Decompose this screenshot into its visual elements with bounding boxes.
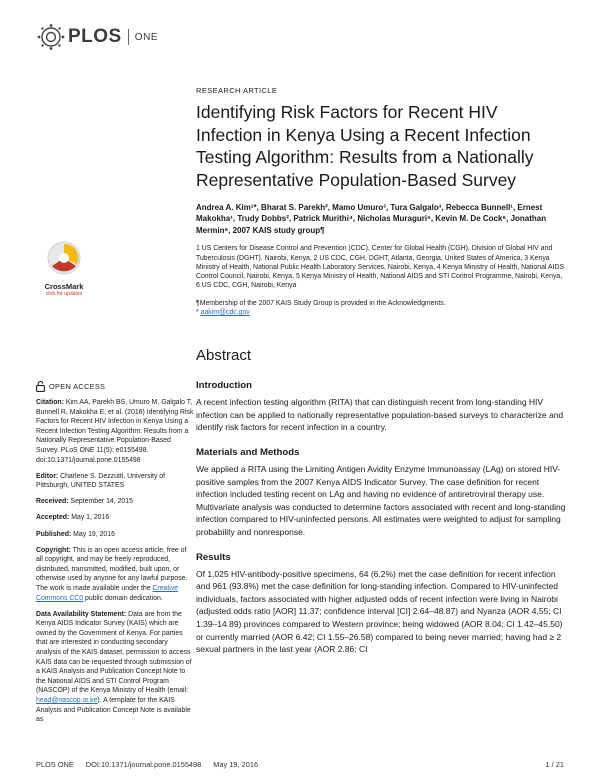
results-heading: Results (196, 551, 231, 563)
affiliations: 1 US Centers for Disease Control and Prevention (CDC), Center for Global Health (CGH), Division of Global HIV and Tuberculosis (DGHT), Nairobi, Kenya, 2 US CDC, CGH, DGHT, Atlanta, Georgia, United States of America, 3 Kenya Ministry of Health, National Public Health Laboratory Services, Nairobi, Kenya, 4 Kenya Ministry of Health, National AIDS Control Council, Nairobi, Kenya, 5 Kenya Ministry of Health, National AIDS and STI Control Programme, Nairobi, Kenya, 6 US CDC, CGH, Nairobi, Kenya (196, 245, 565, 290)
introduction-text: A recent infection testing algorithm (RITA) that can distinguish recent from long-standing HIV infection can be applied to nationally representative population-based surveys to characterize and identify risk factors for recent infection in a country. (196, 397, 564, 433)
article-main (196, 86, 566, 669)
email-marker: * (196, 309, 199, 316)
editor-label: Editor: (36, 472, 59, 480)
cc0-link[interactable]: Creative Commons CC0 (36, 585, 179, 602)
abstract-heading: Abstract (196, 347, 252, 365)
data-availability-text-end: ). A template for the KAIS Analysis and Publication Concept Note is available as (36, 697, 191, 724)
introduction-heading: Introduction (196, 380, 252, 392)
article-type: RESEARCH ARTICLE (196, 86, 278, 95)
crossmark-icon (46, 240, 82, 276)
unlock-icon (36, 381, 45, 392)
corresponding-email (196, 308, 566, 317)
data-availability-label: Data Availability Statement: (36, 610, 127, 618)
copyright-text: This is an open access article, free of all copyright, and may be freely reproduced, distributed, transmitted, modified, built upon, or otherwise used by anyone for any lawful purpose. The work is made available under the (36, 546, 188, 592)
footer-journal: PLOS ONE (36, 760, 74, 769)
received-text: September 14, 2015 (70, 498, 133, 506)
accepted-label: Accepted: (36, 514, 70, 522)
editor-text: Charlene S. Dezzutti, University of Pittsburgh, UNITED STATES (36, 472, 166, 490)
author-list: Andrea A. Kim¹*, Bharat S. Parekh², Mamo Umuro³, Tura Galgalo³, Rebecca Bunnell¹, Ernest Makokha¹, Trudy Dobbs², Patrick Murithi⁴, Nicholas Muraguri⁵, Kevin M. De Cock⁶, Jonathan Mermin⁶, 2007 KAIS study group¶ (196, 203, 547, 235)
received-block (36, 497, 194, 507)
methods-text: We applied a RITA using the Limiting Antigen Avidity Enzyme Immunoassay (LAg) on stored HIV-positive samples from the 2007 Kenya AIDS Indicator Survey. The case definition for recent infection included testing recent on LAg and having no evidence of antiretroviral therapy use. Multivariate analysis was conducted to determine factors associated with recent and long-standing infection compared to HIV-uninfected persons. All estimates were weighted to adjust for sampling probability and nonresponse. (196, 464, 566, 538)
data-availability-block (36, 610, 194, 725)
received-label: Received: (36, 498, 69, 506)
article-title: Identifying Risk Factors for Recent HIV Infection in Kenya Using a Recent Infection Testing Algorithm: Results from a Nationally Representative Population-Based Survey (196, 102, 534, 190)
plos-dots-icon (36, 24, 66, 50)
logo-divider (128, 29, 129, 45)
accepted-text: May 1, 2016 (71, 514, 110, 522)
author-notes (196, 299, 566, 318)
open-access-label: OPEN ACCESS (49, 381, 106, 391)
logo-wordmark: PLOS (68, 26, 122, 47)
sidebar (36, 382, 194, 731)
open-access-badge (36, 381, 194, 392)
crossmark-badge[interactable] (40, 240, 88, 297)
footer-date: May 19, 2016 (213, 760, 259, 769)
plos-logo[interactable] (36, 22, 158, 52)
journal-name: ONE (134, 31, 159, 43)
citation-label: Citation: (36, 399, 64, 406)
published-block (36, 530, 194, 540)
copyright-block (36, 546, 194, 604)
crossmark-label: CrossMark (44, 282, 84, 291)
nascop-email-link[interactable]: head@nascop.or.ke (36, 697, 98, 705)
accepted-block (36, 513, 194, 523)
data-availability-text: Data are from the Kenya AIDS Indicator Survey (KAIS) which are owned by the Government of Kenya. For parties that are interested in conducting secondary analysis of the KAIS dataset, permission to access KAIS data can be requested through submission of a KAIS Analysis and Publication Concept Note to the National AIDS and STI Control Program (NASCOP) of the Kenya Ministry of Health (email: (36, 610, 192, 695)
published-text: May 19, 2016 (73, 530, 115, 538)
copyright-text-end: public domain dedication. (85, 594, 163, 602)
page-number: 1 / 21 (545, 760, 564, 769)
email-link[interactable]: aakim@cdc.gov (200, 309, 250, 316)
citation-text: Kim AA, Parekh BS, Umuro M, Galgalo T, Bunnell R, Makokha E, et al. (2016) Identifying Risk Factors for Recent HIV Infection in Kenya Using a Recent Infection Testing Algorithm: Results from a Nationally Representative Population-Based Survey. PLoS ONE 11(5): e0155498. doi:10.1371/journal.pone.0155498 (36, 399, 194, 464)
published-label: Published: (36, 530, 72, 538)
copyright-label: Copyright: (36, 546, 71, 554)
crossmark-sub: click for updates (45, 291, 83, 297)
footer-doi: DOI:10.1371/journal.pone.0155498 (85, 760, 202, 769)
page-footer (36, 760, 564, 769)
results-text: Of 1,025 HIV-antibody-positive specimens, 64 (6.2%) met the case definition for recent infection and 961 (93.8%) met the case definition for long-standing infection. Compared to HIV-uninfected individuals, factors associated with higher adjusted odds of recent infection were living in Nairobi (adjusted odds ratio [AOR] 11.37; confidence interval [CI] 2.64–48.87) and Nyanza (AOR 4.55; CI 1.39–14.89) provinces compared to Western province; being widowed (AOR 8.04; CI 1.42–45.50) or currently married (AOR 6.42; CI 1.55–26.58) compared to being never married; having had ≥ 2 sexual partners in the last year (AOR 2.86; CI (196, 568, 563, 655)
editor-block (36, 472, 194, 491)
methods-heading: Materials and Methods (196, 447, 300, 459)
footer-citation (36, 760, 270, 769)
membership-note: ¶Membership of the 2007 KAIS Study Group is provided in the Acknowledgments. (196, 299, 446, 307)
citation-block (36, 398, 194, 465)
